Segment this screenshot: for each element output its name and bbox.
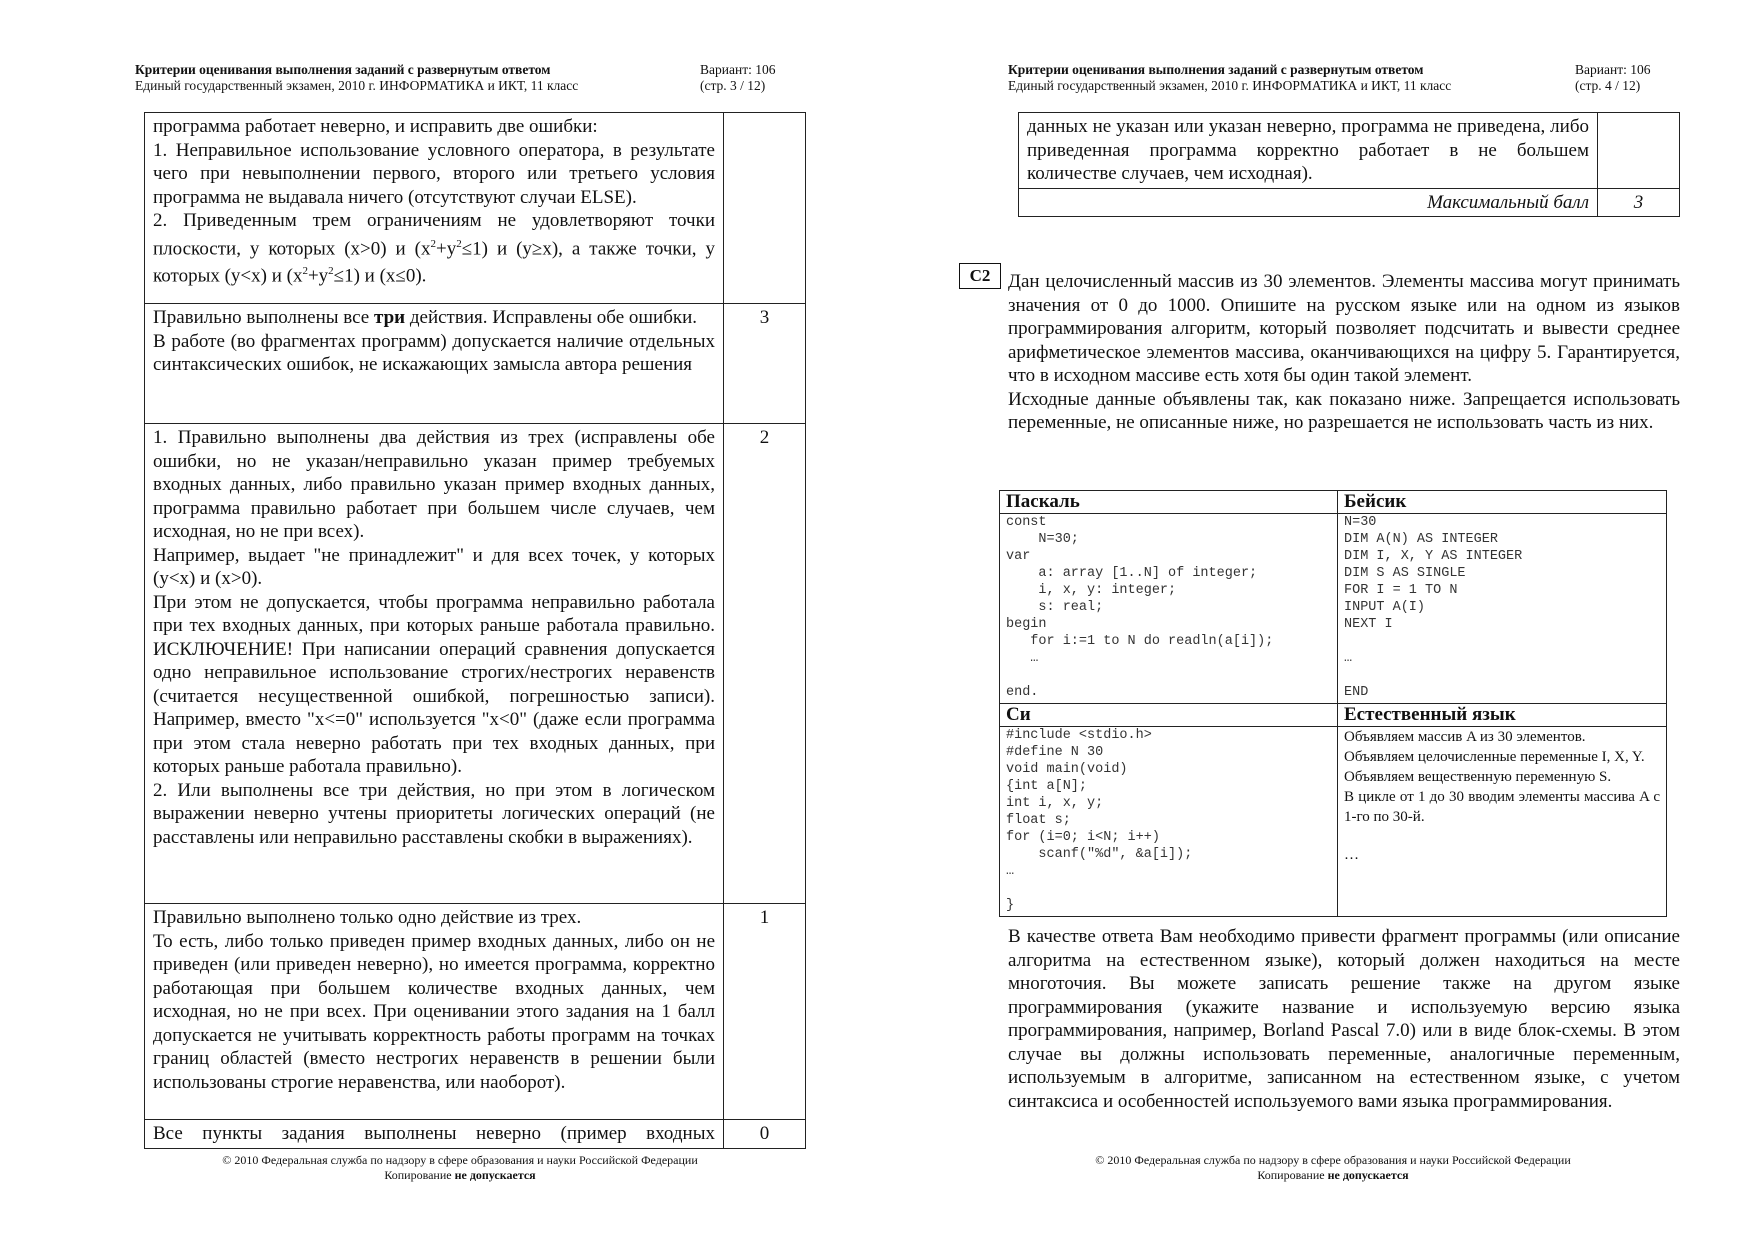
footer-copyright: © 2010 Федеральная служба по надзору в сфере образования и науки Российской Федерации <box>1095 1153 1571 1167</box>
criteria-row <box>145 904 806 1120</box>
row-text: программа работает неверно, и исправить две ошибки: <box>153 116 598 137</box>
answer-paragraph: В качестве ответа Вам необходимо привести фрагмент программы (или описание алгоритма на естественном языке), который должен находиться на месте многоточия. Вы можете записать решение также на другом языке программирования (укажите название и используемую версию языка программирования, например, Borland Pascal 7.0) или в виде блок-схемы. В этом случае вы должны использовать переменные, аналогичные переменным, используемым в алгоритме, записанном на естественном языке, с учетом синтаксиса и особенностей используемого вами языка программирования. <box>1008 926 1680 1112</box>
page-variant <box>700 62 775 94</box>
natural-header: Естественный язык <box>1338 704 1667 727</box>
footer-copyright: © 2010 Федеральная служба по надзору в сфере образования и науки Российской Федерации <box>222 1153 698 1167</box>
task-paragraph: Дан целочисленный массив из 30 элементов. Элементы массива могут принимать значения от 0 до 1000. Опишите на русском языке или на одном из языков программирования алгоритм, который позволяет подсчитать и вывести среднее арифметическое элементов массива, оканчивающихся на цифру 5. Гарантируется, что в исходном массиве есть хотя бы один такой элемент. <box>1008 271 1680 386</box>
header-subtitle: Единый государственный экзамен, 2010 г. ИНФОРМАТИКА и ИКТ, 11 класс <box>1008 78 1452 93</box>
criteria-table-continuation <box>1018 112 1680 217</box>
page-number: (стр. 3 / 12) <box>700 78 766 93</box>
row-score: 3 <box>724 304 806 424</box>
footer-notice: Копирование не допускается <box>384 1168 536 1182</box>
row-score: 2 <box>724 424 806 904</box>
task-statement <box>1008 270 1680 435</box>
criteria-row <box>145 424 806 904</box>
row-text: Все пункты задания выполнены неверно (пример входных <box>153 1123 715 1144</box>
basic-code: N=30 DIM A(N) AS INTEGER DIM I, X, Y AS INTEGER DIM S AS SINGLE FOR I = 1 TO N INPUT A(I) NEXT I … END <box>1344 515 1523 700</box>
row-text: В работе (во фрагментах программ) допускается наличие отдельных синтаксических ошибок, не искажающих замысла автора решения <box>153 330 715 375</box>
natural-line: Объявляем массив A из 30 элементов. <box>1344 729 1586 745</box>
page-number: (стр. 4 / 12) <box>1575 78 1641 93</box>
pascal-header: Паскаль <box>1000 491 1338 514</box>
natural-line: … <box>1344 847 1359 863</box>
row-text: 2. Или выполнены все три действия, но при этом в логическом выражении неверно учтены приоритеты логических операций (не расставлены или неправильно расставлены скобки в выражениях). <box>153 779 715 848</box>
criteria-table <box>144 112 806 1149</box>
c-header: Си <box>1000 704 1338 727</box>
page-footer <box>1053 1153 1613 1183</box>
natural-language-description <box>1344 727 1660 865</box>
criteria-row <box>1019 113 1680 189</box>
criteria-row <box>145 304 806 424</box>
c-code: #include <stdio.h> #define N 30 void main(void) {int a[N]; int i, x, y; float s; for (i=0; i<N; i++) scanf("%d", &a[i]); … } <box>1006 728 1193 913</box>
row-text: Правильно выполнены все три действия. Исправлены обе ошибки. <box>153 307 698 328</box>
max-score-value: 3 <box>1598 188 1680 217</box>
page-variant <box>1575 62 1650 94</box>
page-footer <box>180 1153 740 1183</box>
header-subtitle: Единый государственный экзамен, 2010 г. ИНФОРМАТИКА и ИКТ, 11 класс <box>135 78 579 93</box>
right-page <box>873 0 1746 1239</box>
pascal-code: const N=30; var a: array [1..N] of integer; i, x, y: integer; s: real; begin for i:=1 to N do readln(a[i]); … end. <box>1006 515 1274 700</box>
footer-notice: Копирование не допускается <box>1257 1168 1409 1182</box>
row-text: То есть, либо только приведен пример входных данных, либо он не приведен (или приведен неверно), но имеется программа, корректно работающая при большем количестве входных данных, чем исходная, но не при всех. При оценивании этого задания на 1 балл допускается не учитывать корректность работы программ на точках границ областей (вместо нестрогих неравенств в решении были использованы строгие неравенства, или наоборот). <box>153 930 715 1093</box>
variant-label: Вариант: 106 <box>1575 62 1651 77</box>
natural-line: Объявляем целочисленные переменные I, X, Y. <box>1344 749 1645 765</box>
left-page <box>0 0 873 1239</box>
page-header <box>1008 62 1451 94</box>
row-text: 2. Приведенным трем ограничениям не удовлетворяют точки плоскости, у которых (x>0) и $(x^2+y^2\le 1)$ и (y≥x), а также точки, у которых (y<x) и $(x^2+y^2\le 1)$ и (x≤0). <box>153 210 715 287</box>
row-score: 0 <box>724 1120 806 1149</box>
page-header <box>135 62 578 94</box>
task-label: C2 <box>959 263 1001 289</box>
criteria-row <box>145 1120 806 1149</box>
header-title: Критерии оценивания выполнения заданий с развернутым ответом <box>135 62 551 77</box>
task-paragraph: Исходные данные объявлены так, как показано ниже. Запрещается использовать переменные, не описанные ниже, но разрешается не использовать часть из них. <box>1008 388 1680 433</box>
row-text: 1. Неправильное использование условного оператора, в результате чего при невыполнении первого, второго или третьего условия программа не выдавала ничего (отсутствуют случаи ELSE). <box>153 139 715 208</box>
row-text: данных не указан или указан неверно, программа не приведена, либо приведенная программа корректно работает в не большем количестве случаев, чем исходная). <box>1027 116 1589 184</box>
row-text: Например, выдает "не принадлежит" и для всех точек, у которых (y<x) и (x>0). <box>153 544 715 589</box>
row-text: При этом не допускается, чтобы программа неправильно работала при тех входных данных, при которых раньше работала правильно. ИСКЛЮЧЕНИЕ! При написании операций сравнения допускается одно неправильное использование строгих/нестрогих неравенств (считается несущественной ошибкой, погрешностью записи). Например, вместо "x<=0" используется "x<0" (даже если программа при этом стала неверно работать при тех входных данных, при которых раньше работала правильно). <box>153 591 715 777</box>
answer-instructions <box>1008 925 1680 1113</box>
max-score-label: Максимальный балл <box>1019 188 1598 217</box>
row-text: 1. Правильно выполнены два действия из трех (исправлены обе ошибки, но не указан/неправильно указан пример требуемых входных данных, либо правильно указан пример входных данных, программа правильно работает при большем числе случаев, чем исходная, но не при всех). <box>153 427 715 542</box>
row-text: Правильно выполнено только одно действие из трех. <box>153 907 582 928</box>
criteria-row <box>145 113 806 304</box>
basic-header: Бейсик <box>1338 491 1667 514</box>
row-score <box>724 113 806 304</box>
natural-line: Объявляем вещественную переменную S. <box>1344 769 1612 785</box>
variant-label: Вариант: 106 <box>700 62 776 77</box>
max-score-row <box>1019 188 1680 217</box>
header-title: Критерии оценивания выполнения заданий с развернутым ответом <box>1008 62 1424 77</box>
natural-line: В цикле от 1 до 30 вводим элементы массива A с 1-го по 30-й. <box>1344 789 1660 825</box>
row-score: 1 <box>724 904 806 1120</box>
code-table <box>999 490 1667 917</box>
